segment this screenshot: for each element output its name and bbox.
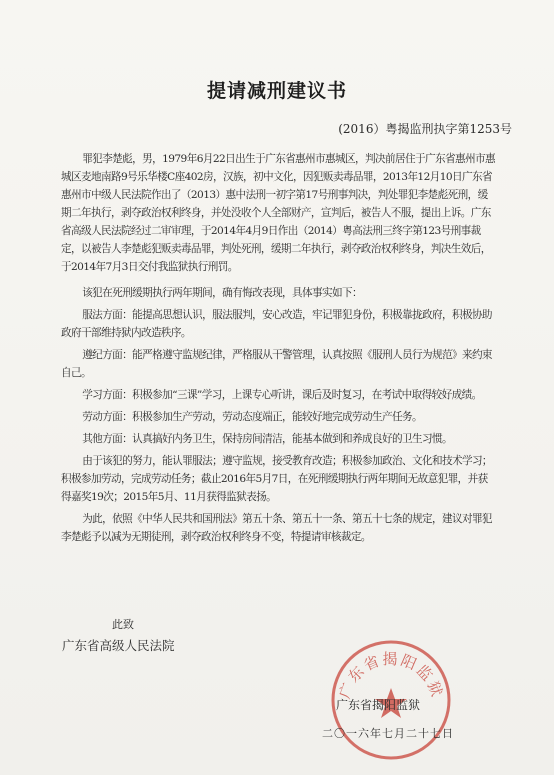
document-number: (2016）粤揭监刑执字第1253号 [338, 122, 512, 136]
closing-salutation: 此致 [112, 618, 134, 631]
paragraph-other: 其他方面：认真搞好内务卫生，保持房间清洁，能基本做到和养成良好的卫生习惯。 [82, 433, 452, 445]
paragraph-labor: 劳动方面：积极参加生产劳动，劳动态度端正，能较好地完成劳动生产任务。 [82, 411, 422, 423]
paragraph-summary: 由于该犯的努力，能认罪服法；遵守监规，接受教育改造；积极参加政治、文化和技术学习；积极参加劳动，完成劳动任务；截止2016年5月7日，在死刑缓期执行两年期间无故意犯罪，并获得嘉奖19次；2015年5月、11月获得监狱表扬。 [61, 455, 492, 503]
paragraph-recommendation: 为此，依照《中华人民共和国刑法》第五十条、第五十一条、第五十七条的规定，建议对罪犯李楚彪予以减为无期徒刑，剥夺政治权利终身不变，特提请审核裁定。 [61, 513, 492, 543]
signature-date: 二〇一六年七月二十七日 [322, 727, 454, 740]
document-title: 提请减刑建议书 [206, 80, 347, 102]
paragraph-obedience: 服法方面：能提高思想认识，服法服判，安心改造，牢记罪犯身份，积极靠拢政府，积极协助政府干部维持狱内改造秩序。 [61, 309, 492, 339]
paragraph-intro: 该犯在死刑缓期执行两年期间，确有悔改表现，具体事实如下： [82, 287, 363, 299]
document-body [61, 150, 497, 550]
paragraph-study: 学习方面：积极参加“三课”学习，上课专心听讲，课后及时复习，在考试中取得较好成绩。 [82, 389, 482, 401]
paragraph-criminal-info: 罪犯李楚彪，男，1979年6月22日出生于广东省惠州市惠城区，判决前居住于广东省惠州市惠城区麦地南路9号乐华楼C座402房，汉族，初中文化，因犯贩卖毒品罪，2013年12月10日广东省惠州市中级人民法院作出了（2013）惠中法刑一初字第17号刑事判决，判处罪犯李楚彪死刑，缓期二年执行，剥夺政治权利终身，并处没收个人全部财产，宣判后，被告人不服，提出上诉。广东省高级人民法院经过二审审理，于2014年4月9日作出（2014）粤高法刑三终字第123号刑事裁定，以被告人李楚彪犯贩卖毒品罪，判处死刑，缓期二年执行，剥夺政治权利终身，判决生效后，于2014年7月3日交付我监狱执行刑罚。 [61, 153, 495, 273]
paragraph-discipline: 遵纪方面：能严格遵守监规纪律，严格服从干警管理，认真按照《服刑人员行为规范》来约束自己。 [61, 349, 492, 379]
signature-institution: 广东省揭阳监狱 [336, 698, 421, 712]
recipient-court: 广东省高级人民法院 [62, 638, 175, 653]
svg-text:广东省揭阳监狱: 广东省揭阳监狱 [335, 650, 447, 701]
